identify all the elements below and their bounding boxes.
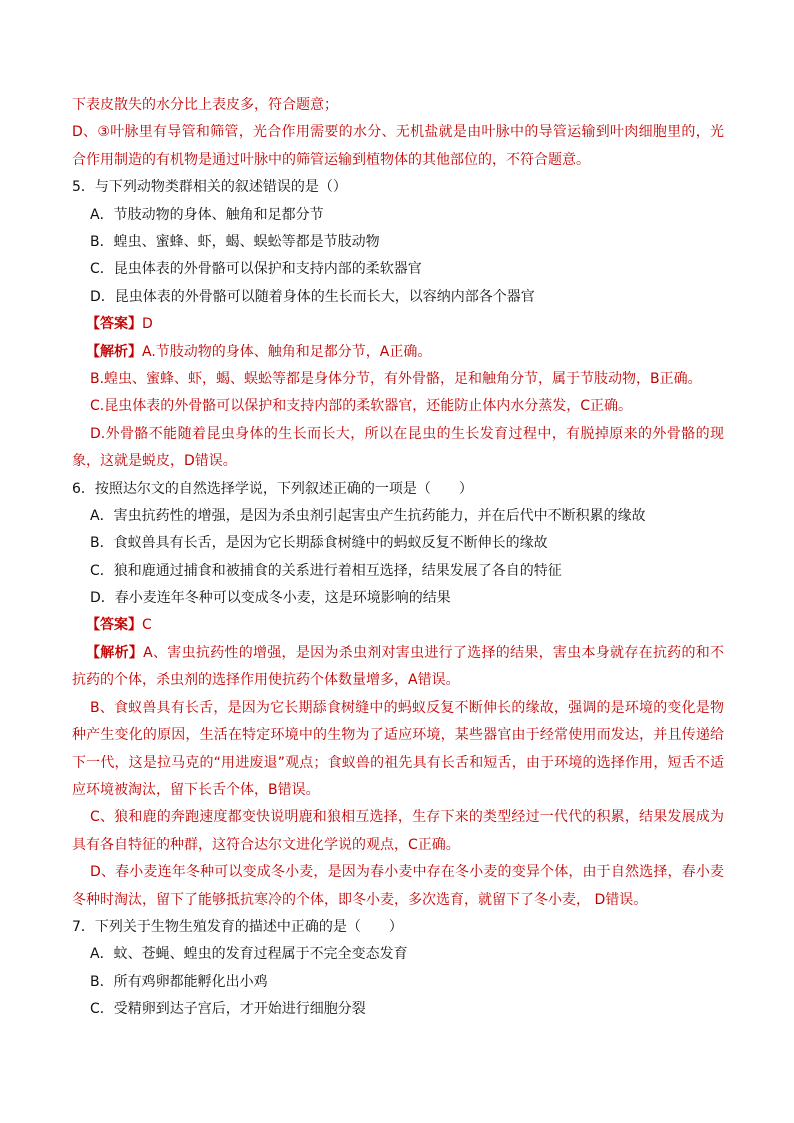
question-6-option-b: B．食蚁兽具有长舌，是因为它长期舔食树缝中的蚂蚁反复不断伸长的缘故: [90, 535, 548, 552]
question-6-stem: 6．按照达尔文的自然选择学说，下列叙述正确的一项是（ ）: [72, 480, 473, 497]
prev-analysis-d: [72, 119, 724, 174]
prev-analysis-line: 下表皮散失的水分比上表皮多，符合题意；: [72, 97, 338, 113]
answer-value: C: [142, 617, 152, 634]
answer-value: D: [142, 316, 153, 333]
prev-analysis-d-num: ③: [97, 124, 111, 141]
analysis-text: A、害虫抗药性的增强，是因为杀虫剂对害虫进行了选择的结果，害虫本身就存在抗药的和不抗药的个体，杀虫剂的选择作用使抗药个体数量增多，A错误。: [72, 644, 725, 689]
question-6-analysis-d: D、春小麦连年冬种可以变成冬小麦，是因为春小麦中存在冬小麦的变异个体，由于自然选择，春小麦冬种时淘汰，留下了能够抵抗寒冷的个体，即冬小麦，多次选育，就留下了冬小麦， D错误。: [72, 864, 724, 908]
question-5-analysis-d: D.外骨骼不能随着昆虫身体的生长而长大，所以在昆虫的生长发育过程中，有脱掉原来的外骨骼的现象，这就是蜕皮，D错误。: [72, 425, 724, 470]
question-5-option-d: D．昆虫体表的外骨骼可以随着身体的生长而长大，以容纳内部各个器官: [90, 288, 535, 305]
question-6-option-c: C．狼和鹿通过捕食和被捕食的关系进行着相互选择，结果发展了各自的特征: [90, 562, 562, 579]
question-6-analysis-b: B、食蚁兽具有长舌，是因为它长期舔食树缝中的蚂蚁反复不断伸长的缘故，强调的是环境的变化是物种产生变化的原因，生活在特定环境中的生物为了适应环境，某些器官由于经常使用而发达，并且传递给下一代，这是拉马克的“用进废退”观点；食蚁兽的祖先具有长舌和短舌，由于环境的选择作用，短舌不适应环境被淘汰，留下长舌个体，B错误。: [72, 699, 724, 798]
question-7-option-b: B．所有鸡卵都能孵化出小鸡: [90, 973, 268, 990]
answer-tag: 【答案】: [86, 617, 142, 634]
question-5-analysis-a: [72, 339, 724, 366]
question-5-option-b: B．蝗虫、蜜蜂、虾，蝎、蜈蚣等都是节肢动物: [90, 233, 380, 250]
prev-analysis-d-text: 叶脉里有导管和筛管，光合作用需要的水分、无机盐就是由叶脉中的导管运输到叶肉细胞里的，光合作用制造的有机物是通过叶脉中的筛管运输到植物体的其他部位的，不符合题意。: [72, 124, 724, 168]
analysis-text: A.节肢动物的身体、触角和足都分节，A正确。: [142, 343, 432, 360]
question-6-analysis-a: [72, 640, 724, 695]
answer-tag: 【答案】: [86, 316, 142, 333]
question-6-option-a: A．害虫抗药性的增强，是因为杀虫剂引起害虫产生抗药能力，并在后代中不断积累的缘故: [90, 507, 646, 524]
question-5-option-a: A．节肢动物的身体、触角和足都分节: [90, 206, 324, 223]
question-5-analysis-c: C.昆虫体表的外骨骼可以保护和支持内部的柔软器官，还能防止体内水分蒸发，C正确。: [90, 398, 632, 415]
question-5-option-c: C．昆虫体表的外骨骼可以保护和支持内部的柔软器官: [90, 261, 422, 278]
question-5-analysis-b: B.蝗虫、蜜蜂、虾，蝎、蜈蚣等都是身体分节，有外骨骼，足和触角分节，属于节肢动物，B正确。: [90, 370, 702, 387]
question-5-answer: [72, 311, 724, 338]
document-page: [72, 92, 724, 1024]
question-5-stem: 5．与下列动物类群相关的叙述错误的是（）: [72, 179, 347, 196]
question-7-option-a: A．蚊、苍蝇、蝗虫的发育过程属于不完全变态发育: [90, 946, 408, 963]
question-6-analysis-c: C、狼和鹿的奔跑速度都变快说明鹿和狼相互选择，生存下来的类型经过一代代的积累，结果发展成为具有各自特征的种群，这符合达尔文进化学说的观点，C正确。: [72, 809, 724, 853]
question-7-option-c: C．受精卵到达子宫后，才开始进行细胞分裂: [90, 1001, 366, 1018]
question-7-stem: 7．下列关于生物生殖发育的描述中正确的是（ ）: [72, 918, 403, 935]
analysis-tag: 【解析】: [86, 644, 144, 661]
analysis-tag: 【解析】: [86, 343, 142, 360]
question-6-option-d: D．春小麦连年冬种可以变成冬小麦，这是环境影响的结果: [90, 590, 451, 607]
prev-analysis-d-prefix: D、: [72, 124, 98, 141]
question-6-answer: [72, 612, 724, 639]
